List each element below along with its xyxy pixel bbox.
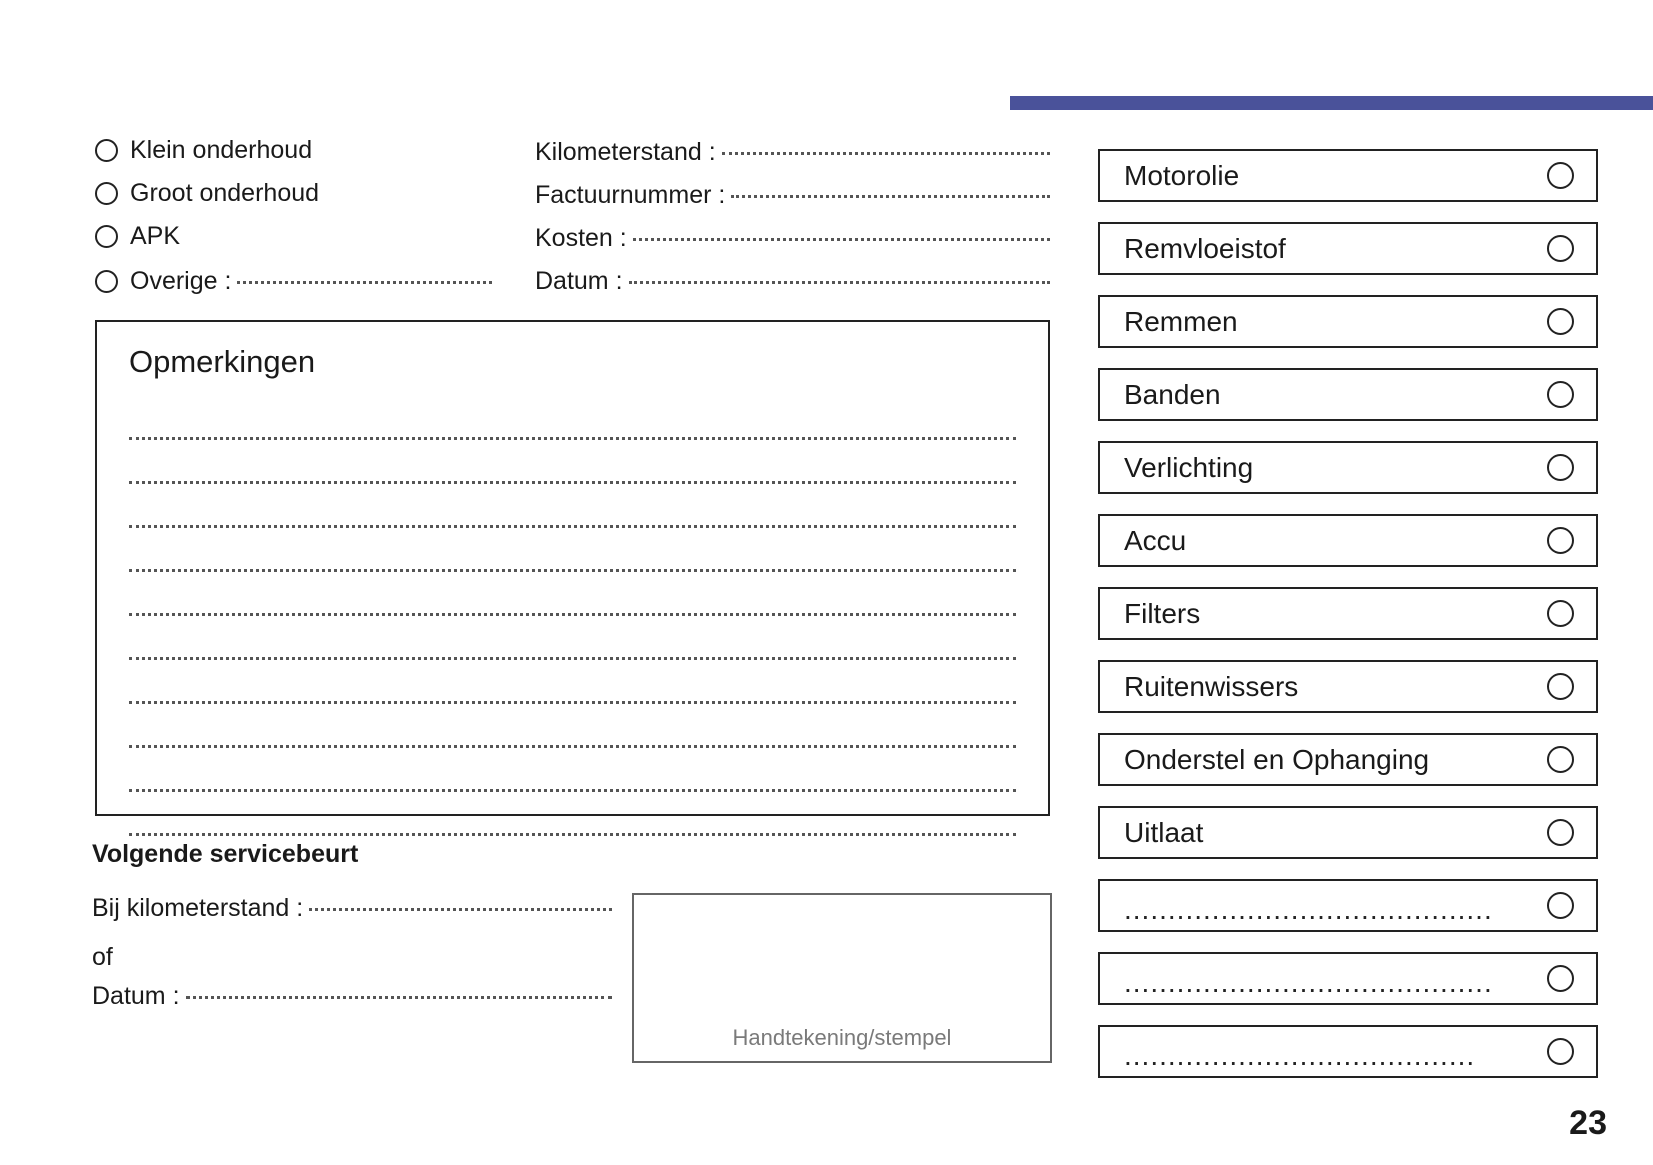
service-type-label: Klein onderhoud bbox=[130, 136, 313, 164]
field-value-line[interactable] bbox=[722, 130, 1050, 155]
checklist-item[interactable] bbox=[1098, 514, 1598, 567]
checklist-item[interactable] bbox=[1098, 149, 1598, 202]
next-service-or-label: of bbox=[92, 943, 113, 971]
checklist-item[interactable] bbox=[1098, 222, 1598, 275]
checklist-item[interactable] bbox=[1098, 733, 1598, 786]
next-service-section bbox=[92, 840, 612, 1023]
checklist-item-label: Accu bbox=[1124, 524, 1187, 556]
field-value-line[interactable] bbox=[731, 173, 1050, 198]
checkbox-circle-icon[interactable] bbox=[1547, 673, 1574, 700]
field-value-line[interactable] bbox=[629, 259, 1050, 284]
checkbox-circle-icon[interactable] bbox=[1547, 235, 1574, 262]
checkbox-circle-icon[interactable] bbox=[1547, 308, 1574, 335]
signature-caption: Handtekening/stempel bbox=[732, 1025, 952, 1050]
checkbox-circle-icon[interactable] bbox=[1547, 600, 1574, 627]
radio-circle-icon[interactable] bbox=[95, 225, 118, 248]
next-service-mileage-line[interactable] bbox=[309, 886, 612, 911]
checklist-item-blank[interactable] bbox=[1098, 1025, 1598, 1078]
service-fields-list bbox=[535, 135, 1050, 307]
remarks-line[interactable] bbox=[129, 748, 1016, 792]
field-value-line[interactable] bbox=[633, 216, 1050, 241]
remarks-line[interactable] bbox=[129, 792, 1016, 836]
next-service-mileage-row bbox=[92, 891, 612, 935]
field-row-factuurnummer bbox=[535, 178, 1050, 221]
service-type-list bbox=[95, 135, 535, 307]
inspection-checklist bbox=[1098, 149, 1598, 1098]
next-service-date-line[interactable] bbox=[186, 974, 612, 999]
remarks-title: Opmerkingen bbox=[129, 344, 316, 379]
checkbox-circle-icon[interactable] bbox=[1547, 1038, 1574, 1065]
checkbox-circle-icon[interactable] bbox=[1547, 965, 1574, 992]
field-row-datum bbox=[535, 264, 1050, 307]
next-service-title: Volgende servicebeurt bbox=[92, 840, 359, 868]
checklist-item-label: .......................................... bbox=[1124, 893, 1493, 925]
page-number: 23 bbox=[1569, 1104, 1607, 1142]
field-label: Kosten : bbox=[535, 224, 627, 252]
checklist-item-label: Remvloeistof bbox=[1124, 232, 1286, 264]
service-type-option[interactable] bbox=[95, 221, 535, 264]
checklist-item-label: .......................................... bbox=[1124, 966, 1493, 998]
service-type-label: Overige : bbox=[130, 267, 232, 295]
checklist-item-label: Banden bbox=[1124, 378, 1221, 410]
field-label: Kilometerstand : bbox=[535, 138, 716, 166]
checkbox-circle-icon[interactable] bbox=[1547, 746, 1574, 773]
service-header-section bbox=[95, 135, 1050, 307]
checklist-item[interactable] bbox=[1098, 441, 1598, 494]
checkbox-circle-icon[interactable] bbox=[1547, 381, 1574, 408]
checklist-item[interactable] bbox=[1098, 368, 1598, 421]
checklist-item[interactable] bbox=[1098, 295, 1598, 348]
checklist-item[interactable] bbox=[1098, 660, 1598, 713]
remarks-line[interactable] bbox=[129, 396, 1016, 440]
checkbox-circle-icon[interactable] bbox=[1547, 527, 1574, 554]
checklist-item[interactable] bbox=[1098, 587, 1598, 640]
checklist-item-blank[interactable] bbox=[1098, 952, 1598, 1005]
remarks-box bbox=[95, 320, 1050, 816]
remarks-line[interactable] bbox=[129, 616, 1016, 660]
write-in-line[interactable] bbox=[237, 259, 492, 284]
checklist-item-label: Uitlaat bbox=[1124, 816, 1204, 848]
next-service-date-row bbox=[92, 979, 612, 1023]
next-service-mileage-label: Bij kilometerstand : bbox=[92, 894, 304, 922]
checklist-item-label: Remmen bbox=[1124, 305, 1238, 337]
checklist-item-label: Motorolie bbox=[1124, 159, 1240, 191]
field-row-kosten bbox=[535, 221, 1050, 264]
checkbox-circle-icon[interactable] bbox=[1547, 162, 1574, 189]
service-type-label: APK bbox=[130, 222, 181, 250]
field-label: Datum : bbox=[535, 267, 623, 295]
service-type-option[interactable] bbox=[95, 178, 535, 221]
remarks-line[interactable] bbox=[129, 572, 1016, 616]
remarks-line[interactable] bbox=[129, 704, 1016, 748]
signature-box[interactable] bbox=[632, 893, 1052, 1063]
radio-circle-icon[interactable] bbox=[95, 182, 118, 205]
service-type-option[interactable] bbox=[95, 264, 535, 307]
service-type-option[interactable] bbox=[95, 135, 535, 178]
checklist-item-label: Ruitenwissers bbox=[1124, 670, 1299, 702]
checklist-item-label: Onderstel en Ophanging bbox=[1124, 743, 1430, 775]
checkbox-circle-icon[interactable] bbox=[1547, 819, 1574, 846]
remarks-line[interactable] bbox=[129, 660, 1016, 704]
checklist-item-label: Filters bbox=[1124, 597, 1201, 629]
checklist-item-blank[interactable] bbox=[1098, 879, 1598, 932]
remarks-line[interactable] bbox=[129, 528, 1016, 572]
checklist-item-label: Verlichting bbox=[1124, 451, 1254, 483]
checklist-item[interactable] bbox=[1098, 806, 1598, 859]
field-label: Factuurnummer : bbox=[535, 181, 726, 209]
next-service-date-label: Datum : bbox=[92, 982, 180, 1010]
field-row-kilometerstand bbox=[535, 135, 1050, 178]
remarks-line[interactable] bbox=[129, 484, 1016, 528]
radio-circle-icon[interactable] bbox=[95, 139, 118, 162]
checkbox-circle-icon[interactable] bbox=[1547, 892, 1574, 919]
checkbox-circle-icon[interactable] bbox=[1547, 454, 1574, 481]
radio-circle-icon[interactable] bbox=[95, 270, 118, 293]
service-type-label: Groot onderhoud bbox=[130, 179, 320, 207]
header-accent-bar bbox=[1010, 96, 1653, 110]
remarks-line[interactable] bbox=[129, 440, 1016, 484]
checklist-item-label: ........................................ bbox=[1124, 1039, 1476, 1071]
